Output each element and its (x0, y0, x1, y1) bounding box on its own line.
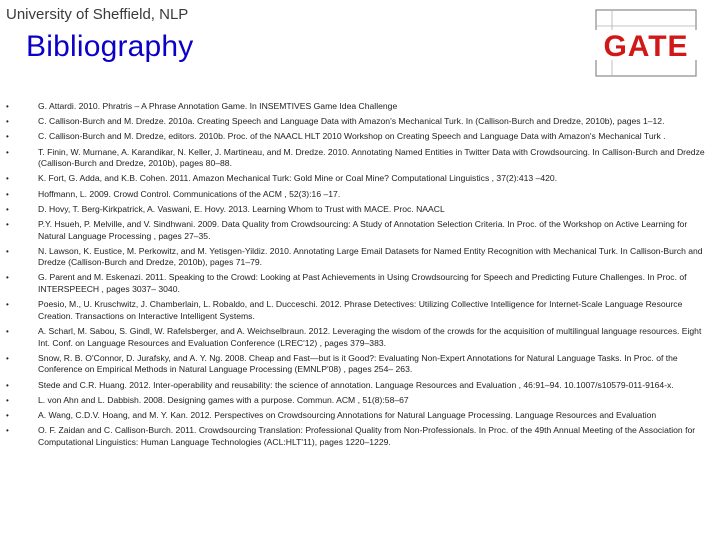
reference-item (6, 425, 706, 448)
reference-text: G. Parent and M. Eskenazi. 2011. Speaking to the Crowd: Looking at Past Achievements in Using Crowdsourcing for Speech and Predicting Future Challenges. In Proc. of INTERSPEECH , pages 3037– 3040. (38, 272, 687, 295)
reference-text: O. F. Zaidan and C. Callison-Burch. 2011. Crowdsourcing Translation: Professional Quality from Non-Professionals. In Proc. of the 49th Annual Meeting of the Association for Computational Linguistics: Human Language Technologies (ACL:HLT'11), pages 1220–1229. (38, 425, 696, 447)
reference-item (6, 147, 706, 170)
bullet-icon: • (6, 353, 9, 363)
reference-text: C. Callison-Burch and M. Dredze. 2010a. Creating Speech and Language Data with Amazon's Mechanical Turk. In (Callison-Burch and Dredze, 2010b), pages 1–12. (38, 116, 665, 127)
bullet-icon: • (6, 300, 9, 310)
reference-text: Stede and C.R. Huang. 2012. Inter-operability and reusability: the science of annotation. Language Resources and Evaluation , 46:91–94. 10.1007/s10579-011-9164-x. (38, 379, 674, 390)
bullet-icon: • (6, 219, 9, 229)
page-title: Bibliography (26, 30, 194, 63)
reference-text: Hoffmann, L. 2009. Crowd Control. Communications of the ACM , 52(3):16 –17. (38, 188, 341, 199)
reference-item (6, 131, 706, 143)
bullet-icon: • (6, 273, 9, 283)
reference-item (6, 173, 706, 185)
reference-item (6, 299, 706, 322)
bullet-icon: • (6, 147, 9, 157)
reference-item (6, 246, 706, 269)
bullet-icon: • (6, 410, 9, 420)
reference-item (6, 380, 706, 392)
bullet-icon: • (6, 246, 9, 256)
bullet-icon: • (6, 327, 9, 337)
reference-item (6, 116, 706, 128)
reference-text: D. Hovy, T. Berg-Kirkpatrick, A. Vaswani, E. Hovy. 2013. Learning Whom to Trust with MACE. Proc. NAACL (38, 203, 445, 214)
reference-item (6, 189, 706, 201)
reference-text: N. Lawson, K. Eustice, M. Perkowitz, and M. Yetisgen-Yildiz. 2010. Annotating Large Email Datasets for Named Entity Recognition with Mechanical Turk. In Callison-Burch and Dredze (Callison-Burch and Dredze, 2010b), pages 71–79. (38, 245, 703, 268)
reference-text: C. Callison-Burch and M. Dredze, editors. 2010b. Proc. of the NAACL HLT 2010 Workshop on Creating Speech and Language Data with Amazon's Mechanical Turk . (38, 131, 666, 142)
reference-text: A. Wang, C.D.V. Hoang, and M. Y. Kan. 2012. Perspectives on Crowdsourcing Annotations for Natural Language Processing. Language Resources and Evaluation (38, 409, 657, 420)
bullet-icon: • (6, 380, 9, 390)
reference-item (6, 395, 706, 407)
reference-item (6, 272, 706, 295)
reference-text: L. von Ahn and L. Dabbish. 2008. Designing games with a purpose. Commun. ACM , 51(8):58–67 (38, 394, 409, 405)
bullet-icon: • (6, 204, 9, 214)
gate-logo (590, 8, 702, 78)
logo-text: GATE (603, 30, 689, 63)
reference-item (6, 353, 706, 376)
reference-item (6, 326, 706, 349)
bullet-icon: • (6, 189, 9, 199)
bullet-icon: • (6, 132, 9, 142)
reference-item (6, 204, 706, 216)
bullet-icon: • (6, 117, 9, 127)
reference-text: Poesio, M., U. Kruschwitz, J. Chamberlain, L. Robaldo, and L. Ducceschi. 2012. Phrase Detectives: Utilizing Collective Intelligence for Internet-Scale Language Resource Creation. Transactions on Interactive Intelligent Systems. (38, 299, 683, 321)
bullet-icon: • (6, 426, 9, 436)
bibliography-list (6, 101, 706, 452)
bullet-icon: • (6, 395, 9, 405)
bullet-icon: • (6, 102, 9, 111)
reference-item (6, 101, 706, 113)
reference-text: P.Y. Hsueh, P. Melville, and V. Sindhwani. 2009. Data Quality from Crowdsourcing: A Study of Annotation Selection Criteria. In Proc. of the Workshop on Active Learning for Natural Language Processing , pages 27–35. (38, 218, 688, 241)
reference-text: A. Scharl, M. Sabou, S. Gindl, W. Rafelsberger, and A. Weichselbraun. 2012. Leveraging the wisdom of the crowds for the acquisition of multilingual language resources. Eight Int. Conf. on Language Resources and Evaluation Conference (LREC'12) , pages 379–383. (38, 326, 702, 348)
reference-text: Snow, R. B. O'Connor, D. Jurafsky, and A. Y. Ng. 2008. Cheap and Fast—but is it Good?: Evaluating Non-Expert Annotations for Natural Language Tasks. In Proc. of the Conference on Empirical Methods in Natural Language Processing (EMNLP'08) , pages 254– 263. (38, 352, 678, 375)
organization-header: University of Sheffield, NLP (6, 6, 189, 23)
reference-item (6, 219, 706, 242)
reference-item (6, 410, 706, 422)
bullet-icon: • (6, 174, 9, 184)
reference-text: G. Attardi. 2010. Phratris – A Phrase Annotation Game. In INSEMTIVES Game Idea Challenge (38, 101, 398, 111)
reference-text: K. Fort, G. Adda, and K.B. Cohen. 2011. Amazon Mechanical Turk: Gold Mine or Coal Mine? Computational Linguistics , 37(2):413 –420. (38, 173, 558, 184)
reference-text: T. Finin, W. Murnane, A. Karandikar, N. Keller, J. Martineau, and M. Dredze. 2010. Annotating Named Entities in Twitter Data with Crowdsourcing. In Callison-Burch and Dredze (Callison-Burch and Dredze, 2010b), pages 80–88. (38, 146, 705, 169)
